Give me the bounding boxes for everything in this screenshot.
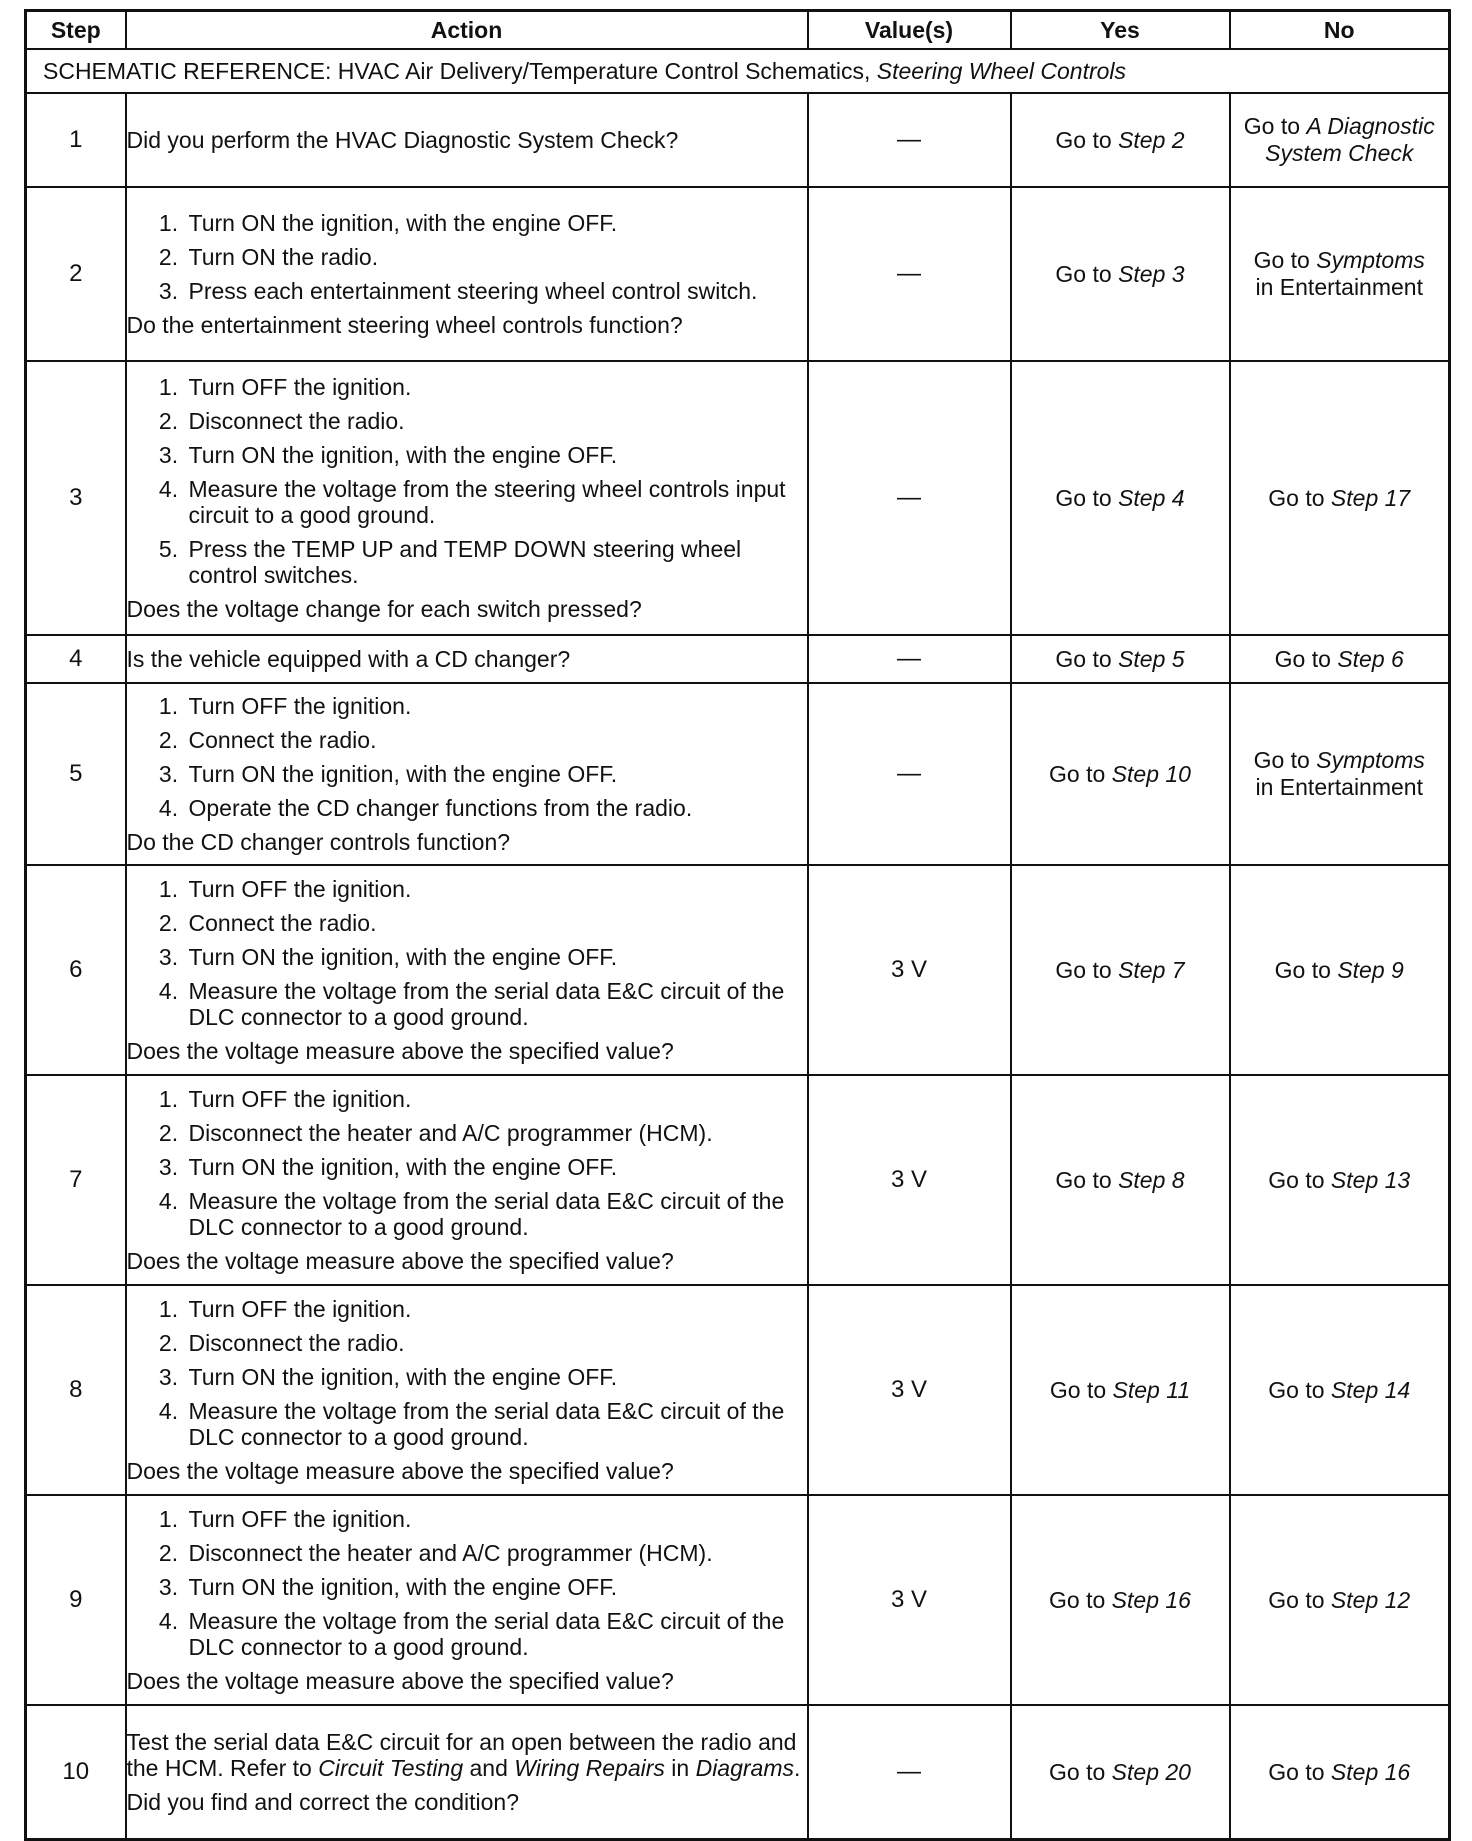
yes-cell <box>1011 1705 1230 1840</box>
no-text: Go to <box>1268 1758 1331 1785</box>
substep: 4. Operate the CD changer functions from the radio. <box>185 795 807 821</box>
table-row <box>26 1705 1450 1840</box>
yes-cell <box>1011 1075 1230 1285</box>
no-cell <box>1230 1495 1450 1705</box>
substep: 2. Turn ON the radio. <box>185 244 807 270</box>
value-cell: — <box>808 1705 1011 1840</box>
substep: 4. Measure the voltage from the steering wheel controls input circuit to a good ground. <box>185 476 807 528</box>
action-question: Did you find and correct the condition? <box>126 1789 520 1815</box>
yes-text: Go to <box>1055 645 1119 672</box>
header-action: Action <box>126 11 808 50</box>
action-cell <box>126 187 808 361</box>
step-number: 4 <box>26 635 126 683</box>
header-yes: Yes <box>1011 11 1230 50</box>
substep-list <box>127 374 807 588</box>
no-cell <box>1230 93 1450 187</box>
value-cell: 3 V <box>808 1495 1011 1705</box>
value-cell: — <box>808 683 1011 865</box>
substep: 3. Turn ON the ignition, with the engine OFF. <box>185 1574 807 1600</box>
action-lead <box>127 1729 807 1781</box>
action-cell <box>126 93 808 187</box>
substep-list <box>127 1506 807 1660</box>
lead-text: Test the serial data E&C circuit for an open between the radio and the HCM. Refer to <box>126 1729 797 1781</box>
yes-ref: Step 20 <box>1111 1758 1191 1785</box>
substep: 1. Turn OFF the ignition. <box>185 693 807 719</box>
no-text: Go to <box>1268 1166 1331 1193</box>
yes-text: Go to <box>1055 260 1119 287</box>
no-ref: Step 13 <box>1330 1166 1411 1193</box>
substep: 4. Measure the voltage from the serial data E&C circuit of the DLC connector to a good ground. <box>185 978 807 1030</box>
yes-cell <box>1011 1285 1230 1495</box>
substep: 4. Measure the voltage from the serial data E&C circuit of the DLC connector to a good ground. <box>185 1398 807 1450</box>
no-text: Go to <box>1253 247 1317 273</box>
no-ref: Step 17 <box>1330 484 1411 511</box>
no-ref: Step 16 <box>1330 1758 1411 1785</box>
no-cell <box>1230 361 1450 635</box>
step-number: 7 <box>26 1075 126 1285</box>
yes-text: Go to <box>1049 1758 1112 1785</box>
substep: 1. Turn OFF the ignition. <box>185 1506 807 1532</box>
no-cell <box>1230 187 1450 361</box>
value-cell: — <box>808 93 1011 187</box>
table-row <box>26 361 1450 635</box>
yes-ref: Step 4 <box>1118 484 1185 511</box>
yes-text: Go to <box>1055 484 1119 511</box>
substep: 3. Turn ON the ignition, with the engine OFF. <box>185 944 807 970</box>
diagnostic-table <box>24 9 1451 1841</box>
yes-ref: Step 5 <box>1118 645 1185 672</box>
action-cell <box>126 361 808 635</box>
action-question: Does the voltage measure above the specified value? <box>126 1248 674 1274</box>
lead-text: and <box>463 1755 515 1781</box>
yes-ref: Step 3 <box>1118 260 1185 287</box>
yes-cell <box>1011 683 1230 865</box>
table-row <box>26 635 1450 683</box>
step-number: 9 <box>26 1495 126 1705</box>
no-ref: Step 14 <box>1330 1376 1411 1403</box>
value-cell: 3 V <box>808 1075 1011 1285</box>
substep: 4. Measure the voltage from the serial data E&C circuit of the DLC connector to a good ground. <box>185 1608 807 1660</box>
header-value: Value(s) <box>808 11 1011 50</box>
no-ref: Symptoms <box>1316 747 1425 773</box>
no-cell <box>1230 1285 1450 1495</box>
schematic-reference-text: SCHEMATIC REFERENCE: HVAC Air Delivery/Temperature Control Schematics, <box>43 57 877 84</box>
lead-ref: Wiring Repairs <box>514 1755 665 1781</box>
value-cell: — <box>808 635 1011 683</box>
yes-cell <box>1011 1495 1230 1705</box>
no-cell <box>1230 865 1450 1075</box>
table-row <box>26 1285 1450 1495</box>
action-question: Did you perform the HVAC Diagnostic System Check? <box>126 127 679 153</box>
no-text: Go to <box>1274 956 1338 983</box>
yes-cell <box>1011 361 1230 635</box>
action-question: Does the voltage measure above the specified value? <box>126 1038 674 1064</box>
step-number: 3 <box>26 361 126 635</box>
yes-cell <box>1011 635 1230 683</box>
substep-list <box>127 1296 807 1450</box>
table-row <box>26 93 1450 187</box>
lead-ref: Diagrams <box>695 1755 794 1781</box>
schematic-reference-row <box>26 49 1450 93</box>
yes-text: Go to <box>1055 1166 1119 1193</box>
substep: 1. Turn OFF the ignition. <box>185 1296 807 1322</box>
value-cell: 3 V <box>808 1285 1011 1495</box>
substep: 2. Connect the radio. <box>185 910 807 936</box>
substep: 5. Press the TEMP UP and TEMP DOWN steering wheel control switches. <box>185 536 807 588</box>
value-cell: — <box>808 187 1011 361</box>
no-text: Go to <box>1274 645 1338 672</box>
no-text: Go to <box>1268 1586 1331 1613</box>
lead-text: . <box>794 1755 801 1781</box>
substep: 2. Disconnect the heater and A/C programmer (HCM). <box>185 1540 807 1566</box>
value-cell: 3 V <box>808 865 1011 1075</box>
table-row <box>26 1495 1450 1705</box>
yes-text: Go to <box>1055 956 1119 983</box>
table-row <box>26 865 1450 1075</box>
yes-ref: Step 11 <box>1112 1376 1191 1403</box>
table-row <box>26 683 1450 865</box>
value-cell: — <box>808 361 1011 635</box>
no-text: Go to <box>1253 747 1317 773</box>
no-ref: Symptoms <box>1316 247 1425 273</box>
action-cell <box>126 865 808 1075</box>
action-question: Do the CD changer controls function? <box>126 829 511 855</box>
no-text: Go to <box>1268 484 1331 511</box>
table-row <box>26 1075 1450 1285</box>
step-number: 2 <box>26 187 126 361</box>
lead-text: in <box>664 1755 696 1781</box>
header-no: No <box>1230 11 1450 50</box>
yes-ref: Step 16 <box>1111 1586 1191 1613</box>
action-cell <box>126 1705 808 1840</box>
step-number: 10 <box>26 1705 126 1840</box>
schematic-reference-link: Steering Wheel Controls <box>876 57 1127 84</box>
substep: 3. Turn ON the ignition, with the engine OFF. <box>185 1154 807 1180</box>
table-row <box>26 187 1450 361</box>
substep: 3. Turn ON the ignition, with the engine OFF. <box>185 1364 807 1390</box>
step-number: 1 <box>26 93 126 187</box>
no-text: Go to <box>1268 1376 1331 1403</box>
yes-text: Go to <box>1055 126 1119 153</box>
substep: 1. Turn OFF the ignition. <box>185 1086 807 1112</box>
yes-text: Go to <box>1049 760 1112 787</box>
action-question: Does the voltage measure above the specified value? <box>126 1458 674 1484</box>
action-question: Is the vehicle equipped with a CD changer? <box>126 646 571 672</box>
substep: 3. Turn ON the ignition, with the engine OFF. <box>185 761 807 787</box>
no-cell <box>1230 683 1450 865</box>
yes-text: Go to <box>1049 1586 1112 1613</box>
substep: 2. Disconnect the heater and A/C programmer (HCM). <box>185 1120 807 1146</box>
substep: 1. Turn ON the ignition, with the engine OFF. <box>185 210 807 236</box>
substep-list <box>127 876 807 1030</box>
action-question: Do the entertainment steering wheel controls function? <box>126 312 683 338</box>
substep: 2. Connect the radio. <box>185 727 807 753</box>
step-number: 8 <box>26 1285 126 1495</box>
action-cell <box>126 635 808 683</box>
lead-ref: Circuit Testing <box>318 1755 464 1781</box>
action-cell <box>126 1285 808 1495</box>
no-cell <box>1230 1075 1450 1285</box>
action-cell <box>126 1075 808 1285</box>
step-number: 5 <box>26 683 126 865</box>
no-ref: Step 9 <box>1337 956 1404 983</box>
substep: 3. Press each entertainment steering wheel control switch. <box>185 278 807 304</box>
header-row <box>26 11 1450 50</box>
no-cell <box>1230 635 1450 683</box>
step-number: 6 <box>26 865 126 1075</box>
yes-text: Go to <box>1049 1376 1113 1403</box>
no-ref: Step 12 <box>1330 1586 1411 1613</box>
substep-list <box>127 210 807 304</box>
yes-ref: Step 2 <box>1118 126 1185 153</box>
action-question: Does the voltage change for each switch pressed? <box>126 596 642 622</box>
action-cell <box>126 1495 808 1705</box>
no-ref: A Diagnostic System Check <box>1265 113 1435 166</box>
no-suffix: in Entertainment <box>1255 274 1423 300</box>
substep-list <box>127 693 807 821</box>
schematic-reference <box>26 49 1450 93</box>
substep: 4. Measure the voltage from the serial data E&C circuit of the DLC connector to a good ground. <box>185 1188 807 1240</box>
no-ref: Step 6 <box>1337 645 1404 672</box>
action-cell <box>126 683 808 865</box>
action-question: Does the voltage measure above the specified value? <box>126 1668 674 1694</box>
no-cell <box>1230 1705 1450 1840</box>
substep: 2. Disconnect the radio. <box>185 1330 807 1356</box>
substep-list <box>127 1086 807 1240</box>
substep: 1. Turn OFF the ignition. <box>185 374 807 400</box>
yes-cell <box>1011 187 1230 361</box>
substep: 2. Disconnect the radio. <box>185 408 807 434</box>
no-text: Go to <box>1243 113 1307 139</box>
yes-cell <box>1011 865 1230 1075</box>
yes-cell <box>1011 93 1230 187</box>
yes-ref: Step 7 <box>1118 956 1185 983</box>
yes-ref: Step 10 <box>1111 760 1191 787</box>
substep: 3. Turn ON the ignition, with the engine OFF. <box>185 442 807 468</box>
yes-ref: Step 8 <box>1118 1166 1185 1193</box>
no-suffix: in Entertainment <box>1255 774 1423 800</box>
header-step: Step <box>26 11 126 50</box>
substep: 1. Turn OFF the ignition. <box>185 876 807 902</box>
